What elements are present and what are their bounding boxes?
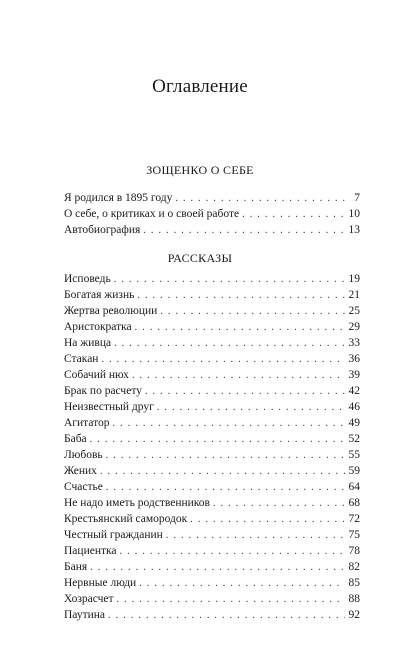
toc-entry-page-number: 75 bbox=[348, 529, 360, 541]
toc-entry-title: Агитатор bbox=[64, 417, 110, 429]
toc-entry-title: Стакан bbox=[64, 353, 99, 365]
toc-entry-page-number: 29 bbox=[348, 321, 360, 333]
toc-entry-page-number: 7 bbox=[354, 192, 360, 204]
toc-entry[interactable] bbox=[64, 607, 360, 623]
dot-leader bbox=[139, 576, 344, 592]
dot-leader bbox=[106, 448, 345, 464]
section-heading-rasskazy: РАССКАЗЫ bbox=[167, 251, 233, 265]
toc-entry[interactable] bbox=[64, 303, 360, 319]
toc-entry-page-number: 64 bbox=[348, 481, 360, 493]
dot-leader bbox=[242, 207, 344, 223]
toc-entry[interactable] bbox=[64, 495, 360, 511]
dot-leader bbox=[106, 480, 345, 496]
toc-entry-title: Жертва революции bbox=[64, 305, 158, 317]
toc-entry-title: Аристократка bbox=[64, 321, 132, 333]
toc-entry-title: Любовь bbox=[64, 449, 103, 461]
toc-entry-page-number: 10 bbox=[348, 208, 360, 220]
toc-entry-title: Брак по расчету bbox=[64, 385, 142, 397]
toc-entry-title: Исповедь bbox=[64, 273, 111, 285]
toc-entry[interactable] bbox=[64, 335, 360, 351]
dot-leader bbox=[175, 191, 350, 207]
toc-entry-page-number: 42 bbox=[348, 385, 360, 397]
toc-entry-page-number: 85 bbox=[348, 577, 360, 589]
dot-leader bbox=[145, 384, 345, 400]
toc-entry-page-number: 78 bbox=[348, 545, 360, 557]
toc-entry-title: Неизвестный друг bbox=[64, 401, 154, 413]
toc-entry-title: Пациентка bbox=[64, 545, 117, 557]
dot-leader bbox=[90, 432, 345, 448]
toc-entry[interactable] bbox=[64, 351, 360, 367]
toc-entry-page-number: 33 bbox=[348, 337, 360, 349]
toc-entry-page-number: 68 bbox=[348, 497, 360, 509]
toc-entry-page-number: 39 bbox=[348, 369, 360, 381]
page-title: Оглавление bbox=[152, 76, 248, 97]
toc-entry[interactable] bbox=[64, 447, 360, 463]
toc-entry-title: Нервные люди bbox=[64, 577, 137, 589]
toc-entry[interactable] bbox=[64, 559, 360, 575]
toc-entry[interactable] bbox=[64, 367, 360, 383]
toc-entry-page-number: 49 bbox=[348, 417, 360, 429]
toc-entry-page-number: 36 bbox=[348, 353, 360, 365]
toc-entry[interactable] bbox=[64, 479, 360, 495]
toc-list-zoshchenko-o-sebe bbox=[64, 190, 360, 238]
toc-entry-page-number: 52 bbox=[348, 433, 360, 445]
toc-entry-page-number: 92 bbox=[348, 609, 360, 621]
dot-leader bbox=[108, 608, 344, 624]
dot-leader bbox=[132, 368, 345, 384]
toc-entry-page-number: 59 bbox=[348, 465, 360, 477]
toc-entry-title: Баба bbox=[64, 433, 87, 445]
toc-entry-page-number: 88 bbox=[348, 593, 360, 605]
toc-entry-title: Честный гражданин bbox=[64, 529, 163, 541]
toc-entry-page-number: 46 bbox=[348, 401, 360, 413]
toc-entry-title: Собачий нюх bbox=[64, 369, 129, 381]
toc-entry[interactable] bbox=[64, 543, 360, 559]
dot-leader bbox=[135, 320, 345, 336]
toc-entry[interactable] bbox=[64, 319, 360, 335]
toc-list-rasskazy bbox=[64, 271, 360, 623]
toc-entry-title: Жених bbox=[64, 465, 97, 477]
dot-leader bbox=[90, 560, 344, 576]
toc-entry[interactable] bbox=[64, 415, 360, 431]
dot-leader bbox=[120, 544, 345, 560]
toc-entry[interactable] bbox=[64, 399, 360, 415]
toc-entry-page-number: 82 bbox=[348, 561, 360, 573]
toc-entry-title: Баня bbox=[64, 561, 88, 573]
dot-leader bbox=[190, 512, 344, 528]
dot-leader bbox=[160, 304, 344, 320]
dot-leader bbox=[117, 592, 345, 608]
toc-entry-page-number: 72 bbox=[348, 513, 360, 525]
toc-entry-title: На живца bbox=[64, 337, 112, 349]
section-heading-zoshchenko-o-sebe: ЗОЩЕНКО О СЕБЕ bbox=[146, 163, 254, 177]
toc-entry[interactable] bbox=[64, 206, 360, 222]
dot-leader bbox=[137, 288, 344, 304]
toc-entry-page-number: 21 bbox=[348, 289, 360, 301]
dot-leader bbox=[100, 464, 345, 480]
toc-entry-title: О себе, о критиках и о своей работе bbox=[64, 208, 240, 220]
toc-entry-title: Паутина bbox=[64, 609, 106, 621]
toc-entry-page-number: 55 bbox=[348, 449, 360, 461]
toc-entry[interactable] bbox=[64, 511, 360, 527]
toc-entry-page-number: 25 bbox=[348, 305, 360, 317]
toc-entry-title: Не надо иметь родственников bbox=[64, 497, 210, 509]
toc-entry[interactable] bbox=[64, 190, 360, 206]
toc-entry[interactable] bbox=[64, 287, 360, 303]
toc-entry-title: Хозрасчет bbox=[64, 593, 114, 605]
toc-entry[interactable] bbox=[64, 463, 360, 479]
toc-entry-title: Богатая жизнь bbox=[64, 289, 135, 301]
toc-entry-page-number: 19 bbox=[348, 273, 360, 285]
toc-entry-title: Автобиография bbox=[64, 224, 141, 236]
dot-leader bbox=[213, 496, 345, 512]
toc-entry[interactable] bbox=[64, 222, 360, 238]
toc-entry[interactable] bbox=[64, 431, 360, 447]
toc-entry[interactable] bbox=[64, 591, 360, 607]
toc-entry-title: Я родился в 1895 году bbox=[64, 192, 173, 204]
dot-leader bbox=[143, 223, 344, 239]
toc-entry-title: Счастье bbox=[64, 481, 103, 493]
toc-entry[interactable] bbox=[64, 575, 360, 591]
toc-entry-page-number: 13 bbox=[348, 224, 360, 236]
dot-leader bbox=[113, 416, 345, 432]
toc-entry[interactable] bbox=[64, 527, 360, 543]
toc-entry-title: Крестьянский самородок bbox=[64, 513, 188, 525]
dot-leader bbox=[166, 528, 345, 544]
dot-leader bbox=[114, 272, 345, 288]
toc-entry[interactable] bbox=[64, 271, 360, 287]
toc-entry[interactable] bbox=[64, 383, 360, 399]
dot-leader bbox=[114, 336, 344, 352]
dot-leader bbox=[157, 400, 345, 416]
dot-leader bbox=[101, 352, 344, 368]
